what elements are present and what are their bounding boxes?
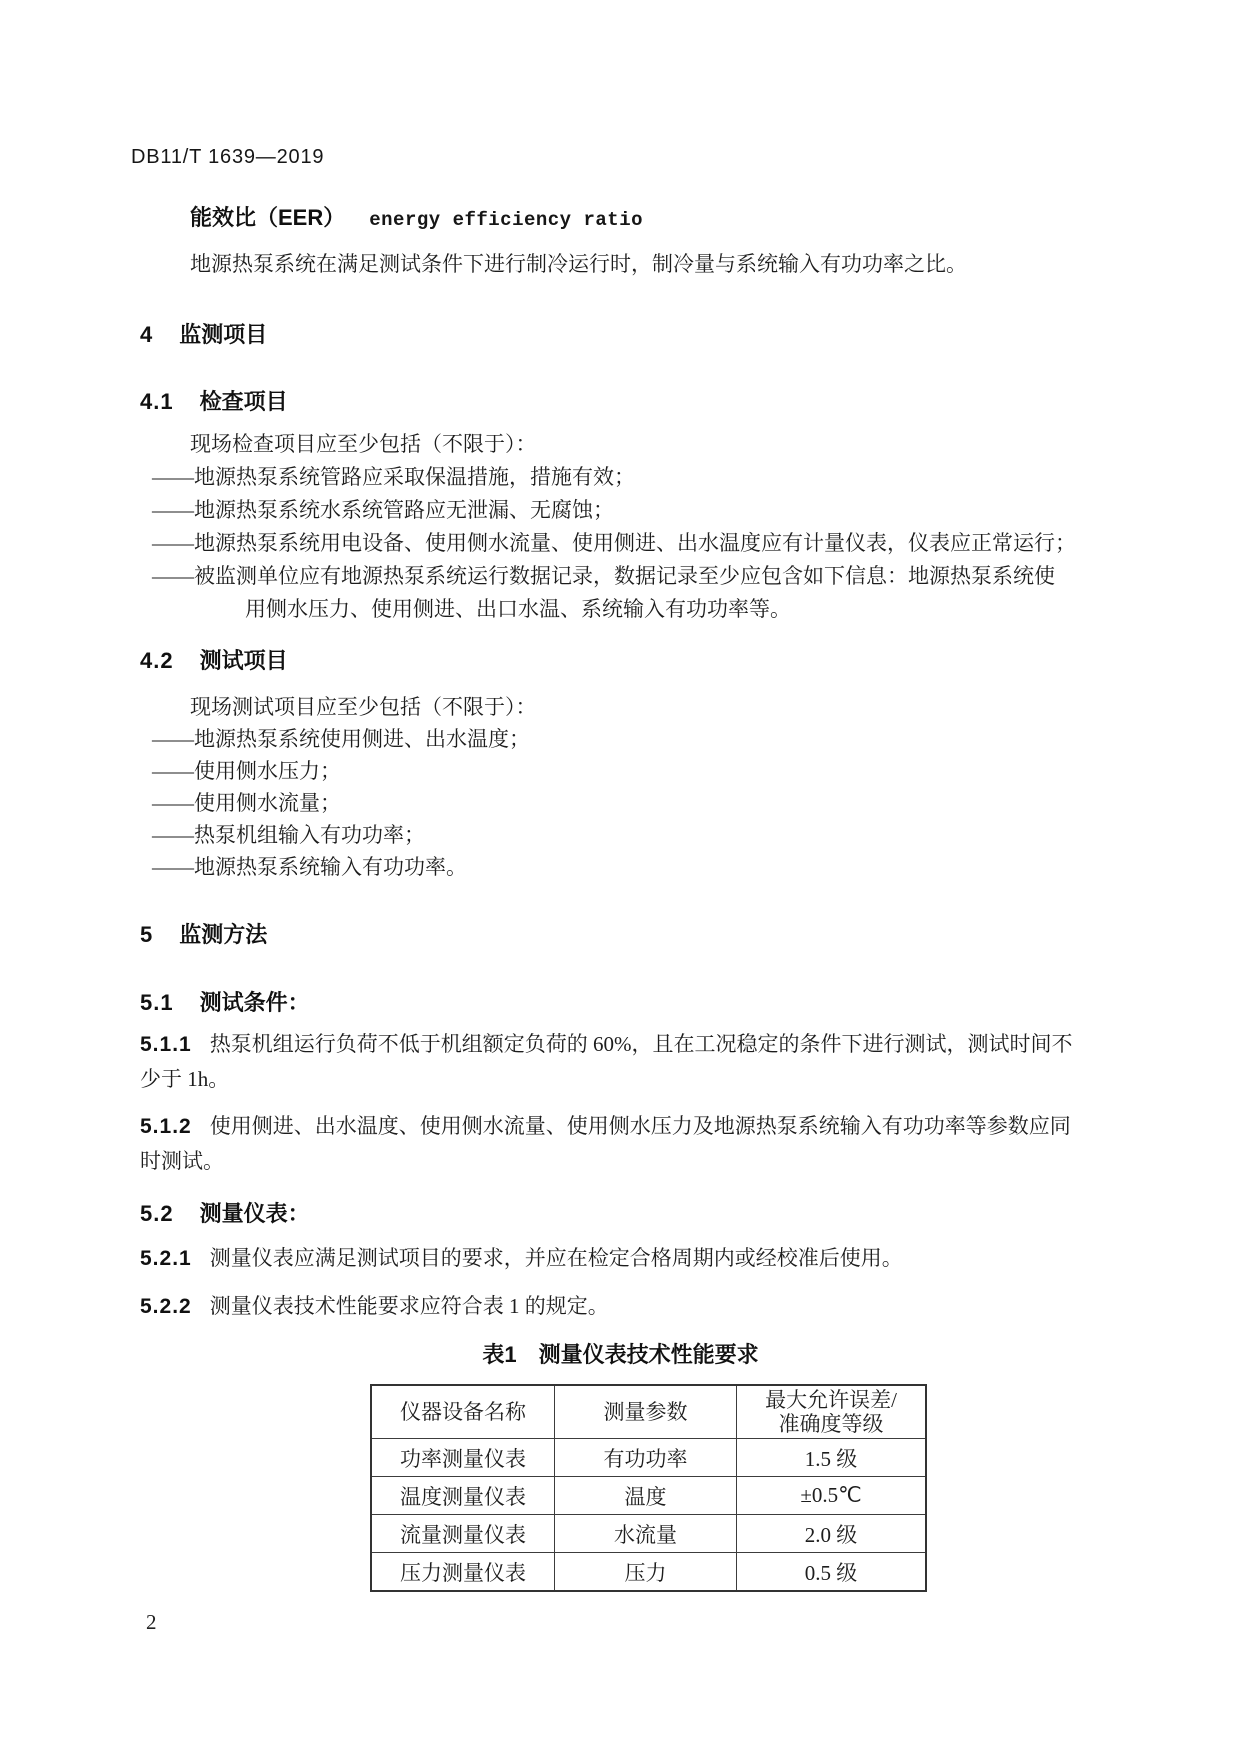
clause-5-1-1-text-line2: 少于 1h。 [140, 1067, 230, 1091]
clause-5-2-2 [140, 1293, 609, 1320]
list-item: ——地源热泵系统输入有功功率。 [152, 855, 467, 879]
table-cell: 压力 [555, 1553, 737, 1592]
section-5-title: 监测方法 [179, 922, 268, 947]
section-5-2-title: 测量仪表： [199, 1201, 310, 1226]
list-item: ——地源热泵系统使用侧进、出水温度； [152, 727, 530, 751]
clause-5-2-1 [140, 1245, 903, 1272]
table-header-accuracy [737, 1385, 927, 1439]
table-row [371, 1477, 926, 1515]
list-item: ——使用侧水压力； [152, 759, 341, 783]
table-cell: ±0.5℃ [737, 1477, 927, 1515]
table-header-parameter: 测量参数 [555, 1385, 737, 1439]
table-caption-number: 表1 [482, 1342, 517, 1367]
table-header-accuracy-line2: 准确度等级 [778, 1412, 884, 1436]
section-4-1-heading [140, 385, 288, 416]
section-4-heading [140, 318, 267, 349]
spec-table [370, 1384, 927, 1592]
table-cell: 功率测量仪表 [371, 1439, 555, 1477]
clause-5-1-2 [140, 1113, 1071, 1140]
table-row [371, 1515, 926, 1553]
list-item: ——地源热泵系统管路应采取保温措施，措施有效； [152, 465, 635, 489]
page-number: 2 [146, 1610, 157, 1634]
table-header-row [371, 1385, 926, 1439]
table-cell: 2.0 级 [737, 1515, 927, 1553]
section-5-heading [140, 918, 267, 949]
section-5-1-title: 测试条件： [199, 990, 310, 1015]
term-heading-en: energy efficiency ratio [369, 209, 643, 231]
section-5-1-heading [140, 986, 310, 1017]
list-item: ——地源热泵系统水系统管路应无泄漏、无腐蚀； [152, 498, 614, 522]
section-4-1-title: 检查项目 [199, 389, 288, 414]
section-5-number: 5 [140, 922, 154, 947]
clause-5-1-2-number: 5.1.2 [140, 1115, 192, 1138]
clause-5-2-2-number: 5.2.2 [140, 1295, 192, 1318]
term-heading-zh: 能效比（EER） [190, 205, 346, 230]
list-item: ——被监测单位应有地源热泵系统运行数据记录，数据记录至少应包含如下信息：地源热泵系统使 [152, 564, 1055, 588]
section-4-2-title: 测试项目 [199, 648, 288, 673]
clause-5-1-1 [140, 1031, 1072, 1058]
table-cell: 温度 [555, 1477, 737, 1515]
list-item-continuation: 用侧水压力、使用侧进、出口水温、系统输入有功功率等。 [245, 597, 791, 621]
section-4-2-intro: 现场测试项目应至少包括（不限于）： [190, 695, 537, 719]
clause-5-1-2-text: 使用侧进、出水温度、使用侧水流量、使用侧水压力及地源热泵系统输入有功功率等参数应同 [209, 1114, 1071, 1138]
table-header-device: 仪器设备名称 [371, 1385, 555, 1439]
list-item: ——使用侧水流量； [152, 791, 341, 815]
section-4-1-number: 4.1 [140, 389, 174, 414]
table-header-accuracy-line1: 最大允许误差/ [765, 1388, 897, 1412]
table-cell: 水流量 [555, 1515, 737, 1553]
clause-5-1-1-text: 热泵机组运行负荷不低于机组额定负荷的 60%，且在工况稳定的条件下进行测试，测试时间不 [209, 1032, 1073, 1056]
list-item: ——热泵机组输入有功功率； [152, 823, 425, 847]
doc-number-header: DB11/T 1639—2019 [131, 146, 325, 168]
clause-5-1-2-text-line2: 时测试。 [140, 1149, 224, 1173]
table-caption [0, 1338, 1241, 1369]
table-row [371, 1553, 926, 1592]
table-cell: 1.5 级 [737, 1439, 927, 1477]
table-caption-title: 测量仪表技术性能要求 [538, 1342, 759, 1367]
clause-5-2-1-text: 测量仪表应满足测试项目的要求，并应在检定合格周期内或经校准后使用。 [209, 1246, 903, 1270]
clause-5-2-1-number: 5.2.1 [140, 1247, 192, 1270]
table-cell: 压力测量仪表 [371, 1553, 555, 1592]
section-5-2-number: 5.2 [140, 1201, 174, 1226]
section-5-1-number: 5.1 [140, 990, 174, 1015]
section-4-number: 4 [140, 322, 154, 347]
clause-5-1-1-number: 5.1.1 [140, 1033, 192, 1056]
table-cell: 0.5 级 [737, 1553, 927, 1592]
term-definition: 地源热泵系统在满足测试条件下进行制冷运行时，制冷量与系统输入有功功率之比。 [190, 252, 967, 276]
list-item: ——地源热泵系统用电设备、使用侧水流量、使用侧进、出水温度应有计量仪表，仪表应正常运行； [152, 531, 1076, 555]
section-5-2-heading [140, 1197, 310, 1228]
section-4-title: 监测项目 [179, 322, 268, 347]
table-cell: 温度测量仪表 [371, 1477, 555, 1515]
clause-5-2-2-text: 测量仪表技术性能要求应符合表 1 的规定。 [209, 1294, 609, 1318]
term-heading [190, 201, 643, 232]
section-4-2-number: 4.2 [140, 648, 174, 673]
table-cell: 流量测量仪表 [371, 1515, 555, 1553]
table-cell: 有功功率 [555, 1439, 737, 1477]
section-4-1-intro: 现场检查项目应至少包括（不限于）： [190, 432, 537, 456]
section-4-2-heading [140, 644, 288, 675]
table-row [371, 1439, 926, 1477]
